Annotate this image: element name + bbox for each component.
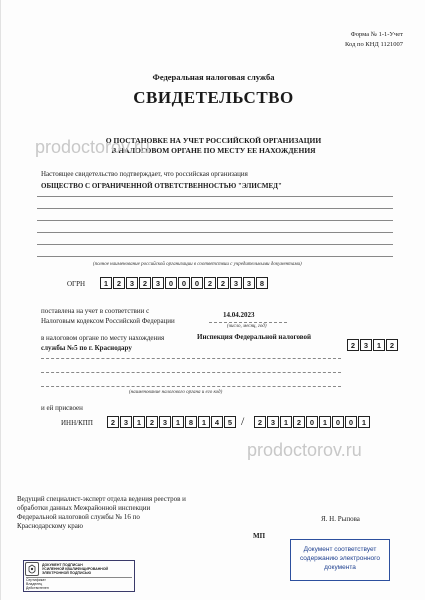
kpp-digit: 0 (306, 416, 318, 428)
authority-caption: (наименование налогового органа и его код) (129, 390, 223, 395)
kpp-digit: 0 (345, 416, 357, 428)
inn-digit: 3 (120, 416, 132, 428)
registration-line-1: поставлена на учет в соответствии с (41, 307, 150, 315)
inn-kpp-separator: / (241, 414, 245, 428)
kpp-digit: 2 (293, 416, 305, 428)
position-line-4: Краснодарскому краю (17, 522, 84, 530)
org-name-line-3 (37, 220, 393, 221)
authority-line-a (41, 358, 341, 359)
subtitle-line-1: О ПОСТАНОВКЕ НА УЧЕТ РОССИЙСКОЙ ОРГАНИЗАЦИИ (105, 136, 322, 145)
ogrn-digit: 2 (113, 277, 125, 289)
inn-digit: 1 (133, 416, 145, 428)
agency-name: Федеральная налоговая служба (152, 72, 275, 82)
coat-of-arms-icon (25, 562, 39, 576)
inn-digit: 4 (211, 416, 223, 428)
assigned-label: и ей присвоен (41, 404, 83, 412)
kpp-digit: 3 (267, 416, 279, 428)
registration-line-3: в налоговом органе по месту нахождения (41, 334, 165, 342)
authority-code-digit: 3 (360, 339, 372, 351)
watermark-top: prodoctorov.ru (35, 137, 150, 157)
sig-title-1: ДОКУМЕНТ ПОДПИСАН (42, 563, 83, 567)
ogrn-digit: 1 (100, 277, 112, 289)
ogrn-digit: 0 (165, 277, 177, 289)
org-name-line-5 (37, 244, 393, 245)
conformity-stamp (290, 539, 390, 581)
knd-code: Код по КНД 1121007 (345, 41, 403, 48)
stamp-line-3: документа (324, 564, 356, 571)
org-name-line-6 (37, 256, 393, 257)
kpp-digit: 0 (332, 416, 344, 428)
ogrn-digit: 8 (256, 277, 268, 289)
ogrn-digit: 3 (152, 277, 164, 289)
kpp-digits (254, 416, 371, 428)
inn-digit: 8 (185, 416, 197, 428)
document-title: СВИДЕТЕЛЬСТВО (133, 88, 294, 107)
kpp-digit: 1 (319, 416, 331, 428)
ogrn-digits (100, 277, 269, 289)
inn-kpp-label: ИНН/КПП (61, 419, 93, 427)
inn-digit: 1 (172, 416, 184, 428)
ogrn-digit: 0 (191, 277, 203, 289)
registration-date: 14.04.2023 (223, 311, 255, 319)
signatory-position (17, 495, 186, 531)
sig-line-4: Сертификат (26, 577, 132, 582)
date-caption: (число, месяц, год) (227, 324, 267, 329)
authority-line-b (41, 372, 341, 373)
kpp-digit: 2 (254, 416, 266, 428)
ogrn-digit: 3 (230, 277, 242, 289)
stamp-line-1: Документ соответствует (303, 546, 377, 553)
subtitle-line-2: В НАЛОГОВОМ ОРГАНЕ ПО МЕСТУ ЕЕ НАХОЖДЕНИЯ (111, 145, 316, 155)
sig-title-2: УСИЛЕННОЙ КВАЛИФИЦИРОВАННОЙ (42, 567, 109, 572)
digital-signature-block (23, 560, 135, 592)
ogrn-digit: 2 (139, 277, 151, 289)
ogrn-label: ОГРН (67, 280, 86, 288)
emblem-icon (26, 564, 38, 576)
org-name-caption: (полное наименование российской организации в соответствии с учредительными документами) (93, 262, 302, 267)
inn-digit: 5 (224, 416, 236, 428)
authority-code-digit: 1 (373, 339, 385, 351)
sig-line-5: Владелец (26, 581, 43, 586)
tax-authority-line-1: Инспекция Федеральной налоговой (197, 333, 312, 341)
position-line-3: Федеральной налоговой службы № 16 по (17, 513, 140, 521)
watermark-bottom: prodoctorov.ru (247, 440, 362, 460)
position-line-2: обработки данных Межрайонной инспекции (17, 504, 151, 512)
authority-code-digit: 2 (386, 339, 398, 351)
position-line-1: Ведущий специалист-эксперт отдела ведения реестров и (17, 495, 186, 503)
inn-digit: 1 (198, 416, 210, 428)
intro-text: Настоящее свидетельство подтверждает, что российская организация (41, 170, 248, 178)
kpp-digit: 1 (280, 416, 292, 428)
sig-line-6: Действителен (26, 586, 49, 591)
tax-authority-code (347, 339, 399, 351)
tax-authority-line-2: службы №5 по г. Краснодару (41, 344, 132, 352)
authority-code-digit: 2 (347, 339, 359, 351)
form-number: Форма № 1-1-Учет (350, 31, 403, 38)
inn-digit: 2 (107, 416, 119, 428)
kpp-digit: 1 (358, 416, 370, 428)
ogrn-digit: 3 (243, 277, 255, 289)
org-name-line-2 (37, 208, 393, 209)
sig-title-3: ЭЛЕКТРОННОЙ ПОДПИСЬЮ (42, 571, 92, 576)
org-name-line-1 (37, 196, 393, 197)
ogrn-digit: 0 (178, 277, 190, 289)
stamp-line-2: содержанию электронного (299, 555, 381, 562)
ogrn-digit: 2 (217, 277, 229, 289)
registration-line-2: Налоговым кодексом Российской Федерации (41, 317, 175, 325)
ogrn-digit: 3 (126, 277, 138, 289)
date-underline (209, 322, 287, 323)
signatory-name: Я. Н. Рыпова (321, 515, 360, 523)
authority-line-c (41, 386, 341, 387)
seal-mark: МП (253, 532, 266, 540)
inn-digits (107, 416, 237, 428)
inn-digit: 2 (146, 416, 158, 428)
inn-digit: 3 (159, 416, 171, 428)
org-name-line-4 (37, 232, 393, 233)
organization-name: ОБЩЕСТВО С ОГРАНИЧЕННОЙ ОТВЕТСТВЕННОСТЬЮ "ЭЛИСМЕД" (41, 182, 282, 190)
ogrn-digit: 2 (204, 277, 216, 289)
